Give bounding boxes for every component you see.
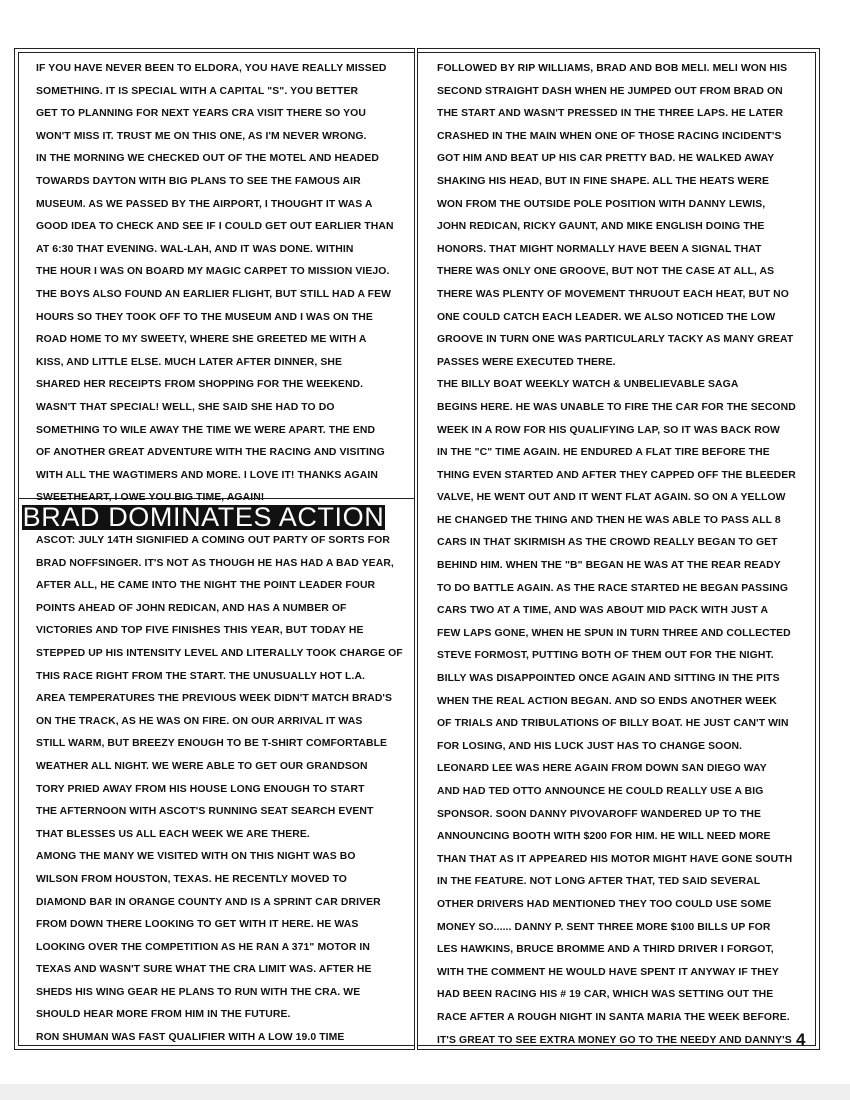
text-line: FEW LAPS GONE, WHEN HE SPUN IN TURN THREE AND COLLECTED [437,627,791,639]
text-line: THERE WAS ONLY ONE GROOVE, BUT NOT THE CASE AT ALL, AS [437,266,775,278]
text-line: GOT HIM AND BEAT UP HIS CAR PRETTY BAD. HE WALKED AWAY [437,153,775,165]
text-line: IN THE MORNING WE CHECKED OUT OF THE MOTEL AND HEADED [36,153,379,165]
text-line: SHARED HER RECEIPTS FROM SHOPPING FOR THE WEEKEND. [36,379,364,391]
text-line: WHEN THE REAL ACTION BEGAN. AND SO ENDS ANOTHER WEEK [437,695,777,707]
text-line: LES HAWKINS, BRUCE BROMME AND A THIRD DRIVER I FORGOT, [437,944,774,956]
text-line: THE BOYS ALSO FOUND AN EARLIER FLIGHT, BUT STILL HAD A FEW [36,288,392,300]
text-line: OF TRIALS AND TRIBULATIONS OF BILLY BOAT. HE JUST CAN'T WIN [437,718,789,730]
text-line: IN THE FEATURE. NOT LONG AFTER THAT, TED SAID SEVERAL [437,876,761,888]
text-line: THAN THAT AS IT APPEARED HIS MOTOR MIGHT HAVE GONE SOUTH [437,853,793,865]
text-line: THAT BLESSES US ALL EACH WEEK WE ARE THERE. [36,828,310,840]
page-number: 4 [796,1030,806,1049]
text-line: AMONG THE MANY WE VISITED WITH ON THIS NIGHT WAS BO [36,851,356,863]
text-line: RACE AFTER A ROUGH NIGHT IN SANTA MARIA THE WEEK BEFORE. [437,1011,790,1023]
scan-bottom-band [0,1084,850,1100]
text-line: BILLY WAS DISAPPOINTED ONCE AGAIN AND SITTING IN THE PITS [437,673,780,685]
text-line: CARS IN THAT SKIRMISH AS THE CROWD REALLY BEGAN TO GET [437,537,778,549]
text-line: SECOND STRAIGHT DASH WHEN HE JUMPED OUT FROM BRAD ON [437,85,783,97]
text-line: OTHER DRIVERS HAD MENTIONED THEY TOO COULD USE SOME [437,898,772,910]
text-line: WILSON FROM HOUSTON, TEXAS. HE RECENTLY MOVED TO [36,873,347,885]
text-line: AFTER ALL, HE CAME INTO THE NIGHT THE POINT LEADER FOUR [36,580,376,592]
text-line: WEATHER ALL NIGHT. WE WERE ABLE TO GET OUR GRANDSON [36,760,368,772]
text-line: IT'S GREAT TO SEE EXTRA MONEY GO TO THE NEEDY AND DANNY'S [437,1034,792,1046]
text-line: STEVE FORMOST, PUTTING BOTH OF THEM OUT FOR THE NIGHT. [437,650,774,662]
text-line: STEPPED UP HIS INTENSITY LEVEL AND LITERALLY TOOK CHARGE OF [36,647,403,659]
text-line: FOLLOWED BY RIP WILLIAMS, BRAD AND BOB MELI. MELI WON HIS [437,63,788,74]
text-line: IF YOU HAVE NEVER BEEN TO ELDORA, YOU HAVE REALLY MISSED [36,63,387,74]
text-line: WITH ALL THE WAGTIMERS AND MORE. I LOVE IT! THANKS AGAIN [36,469,378,481]
text-line: THING EVEN STARTED AND AFTER THEY CAPPED OFF THE BLEEDER [437,469,796,481]
text-line: HAD BEEN RACING HIS # 19 CAR, WHICH WAS SETTING OUT THE [437,989,774,1001]
column-divider [414,48,418,1050]
text-line: THERE WAS PLENTY OF MOVEMENT THRUOUT EACH HEAT, BUT NO [437,288,789,300]
text-line: RON SHUMAN WAS FAST QUALIFIER WITH A LOW 19.0 TIME [36,1032,345,1044]
text-line: AT 6:30 THAT EVENING. WAL-LAH, AND IT WAS DONE. WITHIN [36,243,354,255]
text-line: THE START AND WASN'T PRESSED IN THE THREE LAPS. HE LATER [437,108,784,120]
text-line: LEONARD LEE WAS HERE AGAIN FROM DOWN SAN DIEGO WAY [437,763,767,775]
text-line: GROOVE IN TURN ONE WAS PARTICULARLY TACKY AS MANY GREAT [437,334,794,346]
text-line: HONORS. THAT MIGHT NORMALLY HAVE BEEN A SIGNAL THAT [437,243,762,255]
text-line: POINTS AHEAD OF JOHN REDICAN, AND HAS A NUMBER OF [36,602,347,614]
text-line: IN THE "C" TIME AGAIN. HE ENDURED A FLAT TIRE BEFORE THE [437,447,770,459]
text-line: ASCOT: JULY 14TH SIGNIFIED A COMING OUT PARTY OF SORTS FOR [36,535,390,546]
left-column-top-text [36,58,408,510]
text-line: VALVE, HE WENT OUT AND IT WENT FLAT AGAIN. SO ON A YELLOW [437,492,786,504]
text-line: STILL WARM, BUT BREEZY ENOUGH TO BE T-SHIRT COMFORTABLE [36,738,388,750]
text-line: TOWARDS DAYTON WITH BIG PLANS TO SEE THE FAMOUS AIR [36,175,361,187]
text-line: SWEETHEART, I OWE YOU BIG TIME, AGAIN! [36,492,265,504]
text-line: KISS, AND LITTLE ELSE. MUCH LATER AFTER DINNER, SHE [36,356,343,368]
text-line: ANNOUNCING BOOTH WITH $200 FOR HIM. HE WILL NEED MORE [437,831,771,843]
text-line: SHAKING HIS HEAD, BUT IN FINE SHAPE. ALL THE HEATS WERE [437,175,770,187]
text-line: THE BILLY BOAT WEEKLY WATCH & UNBELIEVABLE SAGA [437,379,739,391]
text-line: BRAD NOFFSINGER. IT'S NOT AS THOUGH HE HAS HAD A BAD YEAR, [36,557,394,569]
text-line: TEXAS AND WASN'T SURE WHAT THE CRA LIMIT WAS. AFTER HE [36,964,372,976]
text-line: WITH THE COMMENT HE WOULD HAVE SPENT IT ANYWAY IF THEY [437,966,779,978]
headline-brad-dominates-action: BRAD DOMINATES ACTION [22,505,385,530]
text-line: HE CHANGED THE THING AND THEN HE WAS ABLE TO PASS ALL 8 [437,514,781,526]
text-line: WEEK IN A ROW FOR HIS QUALIFYING LAP, SO IT WAS BACK ROW [437,424,780,436]
text-line: CARS TWO AT A TIME, AND WAS ABOUT MID PACK WITH JUST A [437,605,769,617]
text-line: MONEY SO...... DANNY P. SENT THREE MORE $100 BILLS UP FOR [437,921,771,933]
text-line: ONE COULD CATCH EACH LEADER. WE ALSO NOTICED THE LOW [437,311,776,323]
text-line: BEGINS HERE. HE WAS UNABLE TO FIRE THE CAR FOR THE SECOND [437,401,796,413]
right-column-text [437,58,809,1052]
text-line: AND HAD TED OTTO ANNOUNCE HE COULD REALLY USE A BIG [437,786,764,797]
text-line: ROAD HOME TO MY SWEETY, WHERE SHE GREETED ME WITH A [36,334,367,346]
text-line: BEHIND HIM. WHEN THE "B" BEGAN HE WAS AT THE REAR READY [437,560,781,572]
text-line: WON'T MISS IT. TRUST ME ON THIS ONE, AS I'M NEVER WRONG. [36,130,367,142]
text-line: FROM DOWN THERE LOOKING TO GET WITH IT HERE. HE WAS [36,919,359,931]
left-column-bottom-text [36,530,408,1050]
text-line: SOMETHING. IT IS SPECIAL WITH A CAPITAL "S". YOU BETTER [36,85,359,97]
text-line: HOURS SO THEY TOOK OFF TO THE MUSEUM AND I WAS ON THE [36,311,373,323]
text-line: SHEDS HIS WING GEAR HE PLANS TO RUN WITH THE CRA. WE [36,986,361,998]
text-line: WON FROM THE OUTSIDE POLE POSITION WITH DANNY LEWIS, [437,198,766,210]
text-line: MUSEUM. AS WE PASSED BY THE AIRPORT, I THOUGHT IT WAS A [36,198,373,210]
text-line: TO DO BATTLE AGAIN. AS THE RACE STARTED HE BEGAN PASSING [437,582,789,594]
text-line: TORY PRIED AWAY FROM HIS HOUSE LONG ENOUGH TO START [36,783,365,795]
text-line: SOMETHING TO WILE AWAY THE TIME WE WERE APART. THE END [36,424,376,436]
text-line: THIS RACE RIGHT FROM THE START. THE UNUSUALLY HOT L.A. [36,670,366,682]
text-line: JOHN REDICAN, RICKY GAUNT, AND MIKE ENGLISH DOING THE [437,221,765,233]
text-line: SPONSOR. SOON DANNY PIVOVAROFF WANDERED UP TO THE [437,808,761,820]
text-line: ON THE TRACK, AS HE WAS ON FIRE. ON OUR ARRIVAL IT WAS [36,715,363,727]
text-line: SHOULD HEAR MORE FROM HIM IN THE FUTURE. [36,1009,291,1021]
text-line: THE HOUR I WAS ON BOARD MY MAGIC CARPET TO MISSION VIEJO. [36,266,390,278]
text-line: PASSES WERE EXECUTED THERE. [437,356,616,368]
text-line: THE AFTERNOON WITH ASCOT'S RUNNING SEAT SEARCH EVENT [36,806,374,818]
text-line: VICTORIES AND TOP FIVE FINISHES THIS YEAR, BUT TODAY HE [36,625,364,637]
text-line: WASN'T THAT SPECIAL! WELL, SHE SAID SHE HAD TO DO [36,401,335,413]
text-line: OF ANOTHER GREAT ADVENTURE WITH THE RACING AND VISITING [36,447,385,459]
text-line: FOR LOSING, AND HIS LUCK JUST HAS TO CHANGE SOON. [437,740,743,752]
text-line: LOOKING OVER THE COMPETITION AS HE RAN A 371" MOTOR IN [36,941,371,953]
text-line: GET TO PLANNING FOR NEXT YEARS CRA VISIT THERE SO YOU [36,108,366,120]
text-line: DIAMOND BAR IN ORANGE COUNTY AND IS A SPRINT CAR DRIVER [36,896,381,908]
text-line: CRASHED IN THE MAIN WHEN ONE OF THOSE RACING INCIDENT'S [437,130,782,142]
text-line: GOOD IDEA TO CHECK AND SEE IF I COULD GET OUT EARLIER THAN [36,221,394,233]
text-line: AREA TEMPERATURES THE PREVIOUS WEEK DIDN'T MATCH BRAD'S [36,693,393,705]
